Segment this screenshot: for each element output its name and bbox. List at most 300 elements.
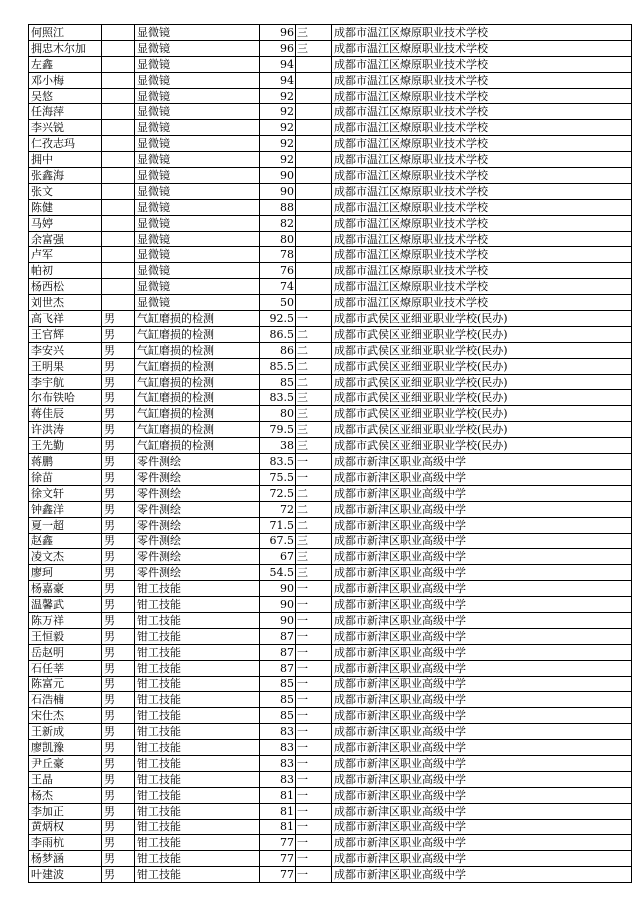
gender-cell — [102, 247, 135, 263]
competition-item-cell: 钳工技能 — [135, 819, 260, 835]
table-row — [29, 215, 632, 231]
gender-cell — [102, 215, 135, 231]
school-cell: 成都市温江区燎原职业技术学校 — [332, 247, 632, 263]
competition-item-cell: 气缸磨损的检测 — [135, 390, 260, 406]
score-cell: 90 — [260, 168, 296, 184]
student-name-cell: 王晶 — [29, 771, 102, 787]
score-cell: 92 — [260, 88, 296, 104]
competition-item-cell: 气缸磨损的检测 — [135, 342, 260, 358]
award-grade-cell: 一 — [296, 835, 332, 851]
competition-item-cell: 零件测绘 — [135, 565, 260, 581]
student-name-cell: 卢军 — [29, 247, 102, 263]
score-cell: 86 — [260, 342, 296, 358]
school-cell: 成都市新津区职业高级中学 — [332, 708, 632, 724]
award-grade-cell: 二 — [296, 485, 332, 501]
gender-cell: 男 — [102, 533, 135, 549]
gender-cell: 男 — [102, 549, 135, 565]
table-row — [29, 787, 632, 803]
competition-item-cell: 显微镜 — [135, 56, 260, 72]
school-cell: 成都市武侯区亚细亚职业学校(民办) — [332, 326, 632, 342]
school-cell: 成都市新津区职业高级中学 — [332, 771, 632, 787]
student-name-cell: 廖珂 — [29, 565, 102, 581]
gender-cell: 男 — [102, 374, 135, 390]
competition-item-cell: 显微镜 — [135, 263, 260, 279]
school-cell: 成都市新津区职业高级中学 — [332, 835, 632, 851]
competition-item-cell: 钳工技能 — [135, 787, 260, 803]
score-cell: 87 — [260, 628, 296, 644]
gender-cell: 男 — [102, 390, 135, 406]
table-row — [29, 231, 632, 247]
table-row — [29, 803, 632, 819]
award-grade-cell — [296, 231, 332, 247]
table-row — [29, 867, 632, 883]
competition-item-cell: 钳工技能 — [135, 676, 260, 692]
gender-cell: 男 — [102, 851, 135, 867]
school-cell: 成都市新津区职业高级中学 — [332, 581, 632, 597]
student-name-cell: 王新成 — [29, 724, 102, 740]
competition-item-cell: 显微镜 — [135, 168, 260, 184]
school-cell: 成都市新津区职业高级中学 — [332, 628, 632, 644]
school-cell: 成都市温江区燎原职业技术学校 — [332, 215, 632, 231]
student-name-cell: 廖凯豫 — [29, 740, 102, 756]
score-cell: 83 — [260, 771, 296, 787]
gender-cell: 男 — [102, 644, 135, 660]
competition-item-cell: 钳工技能 — [135, 771, 260, 787]
table-row — [29, 644, 632, 660]
table-row — [29, 755, 632, 771]
school-cell: 成都市新津区职业高级中学 — [332, 454, 632, 470]
school-cell: 成都市新津区职业高级中学 — [332, 517, 632, 533]
school-cell: 成都市新津区职业高级中学 — [332, 660, 632, 676]
score-cell: 94 — [260, 56, 296, 72]
school-cell: 成都市新津区职业高级中学 — [332, 755, 632, 771]
school-cell: 成都市新津区职业高级中学 — [332, 612, 632, 628]
table-row — [29, 851, 632, 867]
competition-item-cell: 显微镜 — [135, 120, 260, 136]
table-row — [29, 692, 632, 708]
gender-cell: 男 — [102, 628, 135, 644]
school-cell: 成都市温江区燎原职业技术学校 — [332, 168, 632, 184]
gender-cell: 男 — [102, 692, 135, 708]
competition-item-cell: 零件测绘 — [135, 533, 260, 549]
table-row — [29, 597, 632, 613]
score-cell: 83 — [260, 724, 296, 740]
score-cell: 79.5 — [260, 422, 296, 438]
competition-item-cell: 显微镜 — [135, 152, 260, 168]
score-cell: 72 — [260, 501, 296, 517]
table-row — [29, 533, 632, 549]
award-grade-cell: 一 — [296, 803, 332, 819]
table-row — [29, 326, 632, 342]
award-grade-cell — [296, 72, 332, 88]
student-name-cell: 陈万祥 — [29, 612, 102, 628]
table-row — [29, 406, 632, 422]
student-name-cell: 陈健 — [29, 199, 102, 215]
competition-item-cell: 显微镜 — [135, 72, 260, 88]
table-row — [29, 819, 632, 835]
gender-cell — [102, 88, 135, 104]
school-cell: 成都市武侯区亚细亚职业学校(民办) — [332, 342, 632, 358]
award-grade-cell: 三 — [296, 422, 332, 438]
score-cell: 90 — [260, 612, 296, 628]
student-name-cell: 何照江 — [29, 25, 102, 41]
student-name-cell: 夏一超 — [29, 517, 102, 533]
student-name-cell: 陈富元 — [29, 676, 102, 692]
table-row — [29, 454, 632, 470]
award-grade-cell: 一 — [296, 867, 332, 883]
award-grade-cell: 二 — [296, 517, 332, 533]
award-grade-cell: 一 — [296, 612, 332, 628]
student-name-cell: 吴悠 — [29, 88, 102, 104]
school-cell: 成都市武侯区亚细亚职业学校(民办) — [332, 374, 632, 390]
gender-cell — [102, 120, 135, 136]
gender-cell — [102, 25, 135, 41]
competition-item-cell: 钳工技能 — [135, 835, 260, 851]
award-grade-cell: 二 — [296, 326, 332, 342]
gender-cell — [102, 279, 135, 295]
student-name-cell: 蒋佳辰 — [29, 406, 102, 422]
student-name-cell: 钟鑫洋 — [29, 501, 102, 517]
score-cell: 81 — [260, 787, 296, 803]
table-row — [29, 358, 632, 374]
award-grade-cell: 二 — [296, 358, 332, 374]
table-row — [29, 104, 632, 120]
score-cell: 92 — [260, 120, 296, 136]
school-cell: 成都市武侯区亚细亚职业学校(民办) — [332, 390, 632, 406]
award-grade-cell: 三 — [296, 25, 332, 41]
gender-cell: 男 — [102, 612, 135, 628]
competition-item-cell: 钳工技能 — [135, 803, 260, 819]
award-grade-cell: 二 — [296, 374, 332, 390]
competition-item-cell: 零件测绘 — [135, 485, 260, 501]
score-cell: 96 — [260, 25, 296, 41]
score-cell: 75.5 — [260, 469, 296, 485]
gender-cell: 男 — [102, 676, 135, 692]
gender-cell: 男 — [102, 358, 135, 374]
student-name-cell: 高飞祥 — [29, 311, 102, 327]
school-cell: 成都市温江区燎原职业技术学校 — [332, 25, 632, 41]
gender-cell: 男 — [102, 835, 135, 851]
table-row — [29, 422, 632, 438]
score-cell: 54.5 — [260, 565, 296, 581]
gender-cell: 男 — [102, 454, 135, 470]
competition-item-cell: 钳工技能 — [135, 644, 260, 660]
gender-cell — [102, 104, 135, 120]
score-cell: 38 — [260, 438, 296, 454]
gender-cell: 男 — [102, 787, 135, 803]
score-cell: 90 — [260, 581, 296, 597]
competition-item-cell: 钳工技能 — [135, 692, 260, 708]
score-cell: 82 — [260, 215, 296, 231]
gender-cell — [102, 263, 135, 279]
student-name-cell: 杨梦涵 — [29, 851, 102, 867]
score-cell: 87 — [260, 660, 296, 676]
school-cell: 成都市新津区职业高级中学 — [332, 644, 632, 660]
student-name-cell: 拥忠木尔加 — [29, 40, 102, 56]
award-grade-cell: 三 — [296, 533, 332, 549]
competition-item-cell: 气缸磨损的检测 — [135, 358, 260, 374]
school-cell: 成都市新津区职业高级中学 — [332, 549, 632, 565]
school-cell: 成都市温江区燎原职业技术学校 — [332, 231, 632, 247]
score-cell: 78 — [260, 247, 296, 263]
gender-cell — [102, 168, 135, 184]
score-cell: 94 — [260, 72, 296, 88]
results-table — [28, 24, 632, 883]
competition-item-cell: 显微镜 — [135, 247, 260, 263]
competition-item-cell: 显微镜 — [135, 215, 260, 231]
award-grade-cell: 一 — [296, 708, 332, 724]
table-row — [29, 199, 632, 215]
award-grade-cell: 三 — [296, 406, 332, 422]
table-row — [29, 708, 632, 724]
score-cell: 90 — [260, 597, 296, 613]
award-grade-cell: 一 — [296, 787, 332, 803]
school-cell: 成都市新津区职业高级中学 — [332, 692, 632, 708]
school-cell: 成都市温江区燎原职业技术学校 — [332, 56, 632, 72]
gender-cell — [102, 56, 135, 72]
table-row — [29, 628, 632, 644]
competition-item-cell: 显微镜 — [135, 25, 260, 41]
score-cell: 77 — [260, 867, 296, 883]
award-grade-cell: 一 — [296, 581, 332, 597]
award-grade-cell: 一 — [296, 454, 332, 470]
gender-cell — [102, 72, 135, 88]
award-grade-cell: 二 — [296, 501, 332, 517]
student-name-cell: 杨嘉豪 — [29, 581, 102, 597]
school-cell: 成都市温江区燎原职业技术学校 — [332, 295, 632, 311]
table-row — [29, 549, 632, 565]
school-cell: 成都市温江区燎原职业技术学校 — [332, 88, 632, 104]
school-cell: 成都市温江区燎原职业技术学校 — [332, 40, 632, 56]
school-cell: 成都市新津区职业高级中学 — [332, 787, 632, 803]
award-grade-cell: 三 — [296, 40, 332, 56]
score-cell: 81 — [260, 819, 296, 835]
award-grade-cell: 一 — [296, 676, 332, 692]
table-row — [29, 40, 632, 56]
award-grade-cell — [296, 263, 332, 279]
score-cell: 67 — [260, 549, 296, 565]
gender-cell: 男 — [102, 311, 135, 327]
score-cell: 92 — [260, 136, 296, 152]
table-row — [29, 501, 632, 517]
score-cell: 74 — [260, 279, 296, 295]
award-grade-cell — [296, 199, 332, 215]
gender-cell — [102, 152, 135, 168]
school-cell: 成都市温江区燎原职业技术学校 — [332, 120, 632, 136]
student-name-cell: 拥中 — [29, 152, 102, 168]
competition-item-cell: 显微镜 — [135, 88, 260, 104]
school-cell: 成都市温江区燎原职业技术学校 — [332, 152, 632, 168]
award-grade-cell: 三 — [296, 438, 332, 454]
table-row — [29, 247, 632, 263]
competition-item-cell: 钳工技能 — [135, 724, 260, 740]
student-name-cell: 帕初 — [29, 263, 102, 279]
competition-item-cell: 显微镜 — [135, 136, 260, 152]
award-grade-cell: 一 — [296, 724, 332, 740]
award-grade-cell: 一 — [296, 851, 332, 867]
gender-cell — [102, 199, 135, 215]
competition-item-cell: 气缸磨损的检测 — [135, 438, 260, 454]
competition-item-cell: 钳工技能 — [135, 740, 260, 756]
student-name-cell: 任海萍 — [29, 104, 102, 120]
school-cell: 成都市新津区职业高级中学 — [332, 533, 632, 549]
table-row — [29, 469, 632, 485]
award-grade-cell — [296, 104, 332, 120]
student-name-cell: 温馨武 — [29, 597, 102, 613]
student-name-cell: 许洪涛 — [29, 422, 102, 438]
score-cell: 85 — [260, 708, 296, 724]
school-cell: 成都市新津区职业高级中学 — [332, 740, 632, 756]
student-name-cell: 刘世杰 — [29, 295, 102, 311]
gender-cell: 男 — [102, 708, 135, 724]
award-grade-cell — [296, 88, 332, 104]
gender-cell: 男 — [102, 342, 135, 358]
school-cell: 成都市新津区职业高级中学 — [332, 867, 632, 883]
award-grade-cell: 一 — [296, 740, 332, 756]
table-row — [29, 612, 632, 628]
competition-item-cell: 显微镜 — [135, 279, 260, 295]
table-row — [29, 88, 632, 104]
award-grade-cell: 一 — [296, 771, 332, 787]
school-cell: 成都市新津区职业高级中学 — [332, 501, 632, 517]
gender-cell: 男 — [102, 740, 135, 756]
table-row — [29, 676, 632, 692]
score-cell: 81 — [260, 803, 296, 819]
student-name-cell: 张鑫海 — [29, 168, 102, 184]
student-name-cell: 仁孜志玛 — [29, 136, 102, 152]
student-name-cell: 邓小梅 — [29, 72, 102, 88]
award-grade-cell: 三 — [296, 565, 332, 581]
score-cell: 72.5 — [260, 485, 296, 501]
student-name-cell: 杨杰 — [29, 787, 102, 803]
score-cell: 90 — [260, 183, 296, 199]
award-grade-cell: 一 — [296, 755, 332, 771]
score-cell: 50 — [260, 295, 296, 311]
school-cell: 成都市新津区职业高级中学 — [332, 676, 632, 692]
score-cell: 77 — [260, 835, 296, 851]
school-cell: 成都市新津区职业高级中学 — [332, 565, 632, 581]
table-row — [29, 311, 632, 327]
student-name-cell: 左鑫 — [29, 56, 102, 72]
competition-item-cell: 显微镜 — [135, 104, 260, 120]
gender-cell — [102, 40, 135, 56]
gender-cell — [102, 295, 135, 311]
student-name-cell: 尹丘豪 — [29, 755, 102, 771]
award-grade-cell: 一 — [296, 819, 332, 835]
student-name-cell: 尔布铁哈 — [29, 390, 102, 406]
competition-item-cell: 零件测绘 — [135, 549, 260, 565]
award-grade-cell: 一 — [296, 597, 332, 613]
student-name-cell: 赵鑫 — [29, 533, 102, 549]
table-row — [29, 295, 632, 311]
school-cell: 成都市温江区燎原职业技术学校 — [332, 183, 632, 199]
competition-item-cell: 显微镜 — [135, 295, 260, 311]
gender-cell: 男 — [102, 501, 135, 517]
results-table-body — [29, 25, 632, 883]
gender-cell: 男 — [102, 517, 135, 533]
student-name-cell: 王官辉 — [29, 326, 102, 342]
score-cell: 76 — [260, 263, 296, 279]
award-grade-cell — [296, 279, 332, 295]
score-cell: 92 — [260, 104, 296, 120]
student-name-cell: 凌文杰 — [29, 549, 102, 565]
student-name-cell: 李雨杭 — [29, 835, 102, 851]
competition-item-cell: 钳工技能 — [135, 755, 260, 771]
competition-item-cell: 零件测绘 — [135, 469, 260, 485]
table-row — [29, 740, 632, 756]
student-name-cell: 王先勤 — [29, 438, 102, 454]
student-name-cell: 余富强 — [29, 231, 102, 247]
score-cell: 92.5 — [260, 311, 296, 327]
gender-cell: 男 — [102, 326, 135, 342]
gender-cell: 男 — [102, 771, 135, 787]
student-name-cell: 黄炳权 — [29, 819, 102, 835]
school-cell: 成都市武侯区亚细亚职业学校(民办) — [332, 438, 632, 454]
award-grade-cell — [296, 183, 332, 199]
student-name-cell: 蒋鹏 — [29, 454, 102, 470]
table-row — [29, 342, 632, 358]
score-cell: 85 — [260, 692, 296, 708]
competition-item-cell: 气缸磨损的检测 — [135, 326, 260, 342]
score-cell: 80 — [260, 231, 296, 247]
table-row — [29, 771, 632, 787]
student-name-cell: 叶建波 — [29, 867, 102, 883]
table-row — [29, 565, 632, 581]
gender-cell: 男 — [102, 803, 135, 819]
school-cell: 成都市新津区职业高级中学 — [332, 724, 632, 740]
competition-item-cell: 气缸磨损的检测 — [135, 406, 260, 422]
school-cell: 成都市新津区职业高级中学 — [332, 597, 632, 613]
student-name-cell: 石浩楠 — [29, 692, 102, 708]
table-row — [29, 152, 632, 168]
student-name-cell: 石任莘 — [29, 660, 102, 676]
score-cell: 85.5 — [260, 358, 296, 374]
competition-item-cell: 钳工技能 — [135, 581, 260, 597]
award-grade-cell: 一 — [296, 660, 332, 676]
school-cell: 成都市温江区燎原职业技术学校 — [332, 199, 632, 215]
award-grade-cell: 一 — [296, 628, 332, 644]
gender-cell: 男 — [102, 597, 135, 613]
award-grade-cell: 一 — [296, 469, 332, 485]
competition-item-cell: 钳工技能 — [135, 660, 260, 676]
score-cell: 83.5 — [260, 390, 296, 406]
score-cell: 88 — [260, 199, 296, 215]
student-name-cell: 岳赵明 — [29, 644, 102, 660]
table-row — [29, 517, 632, 533]
gender-cell: 男 — [102, 565, 135, 581]
score-cell: 86.5 — [260, 326, 296, 342]
school-cell: 成都市新津区职业高级中学 — [332, 803, 632, 819]
school-cell: 成都市武侯区亚细亚职业学校(民办) — [332, 406, 632, 422]
award-grade-cell — [296, 215, 332, 231]
student-name-cell: 徐文轩 — [29, 485, 102, 501]
gender-cell — [102, 183, 135, 199]
school-cell: 成都市武侯区亚细亚职业学校(民办) — [332, 358, 632, 374]
student-name-cell: 李加正 — [29, 803, 102, 819]
award-grade-cell — [296, 295, 332, 311]
award-grade-cell — [296, 152, 332, 168]
student-name-cell: 李安兴 — [29, 342, 102, 358]
table-row — [29, 581, 632, 597]
score-cell: 77 — [260, 851, 296, 867]
table-row — [29, 438, 632, 454]
competition-item-cell: 气缸磨损的检测 — [135, 311, 260, 327]
student-name-cell: 徐苗 — [29, 469, 102, 485]
school-cell: 成都市武侯区亚细亚职业学校(民办) — [332, 311, 632, 327]
award-grade-cell: 一 — [296, 311, 332, 327]
competition-item-cell: 零件测绘 — [135, 501, 260, 517]
award-grade-cell — [296, 120, 332, 136]
